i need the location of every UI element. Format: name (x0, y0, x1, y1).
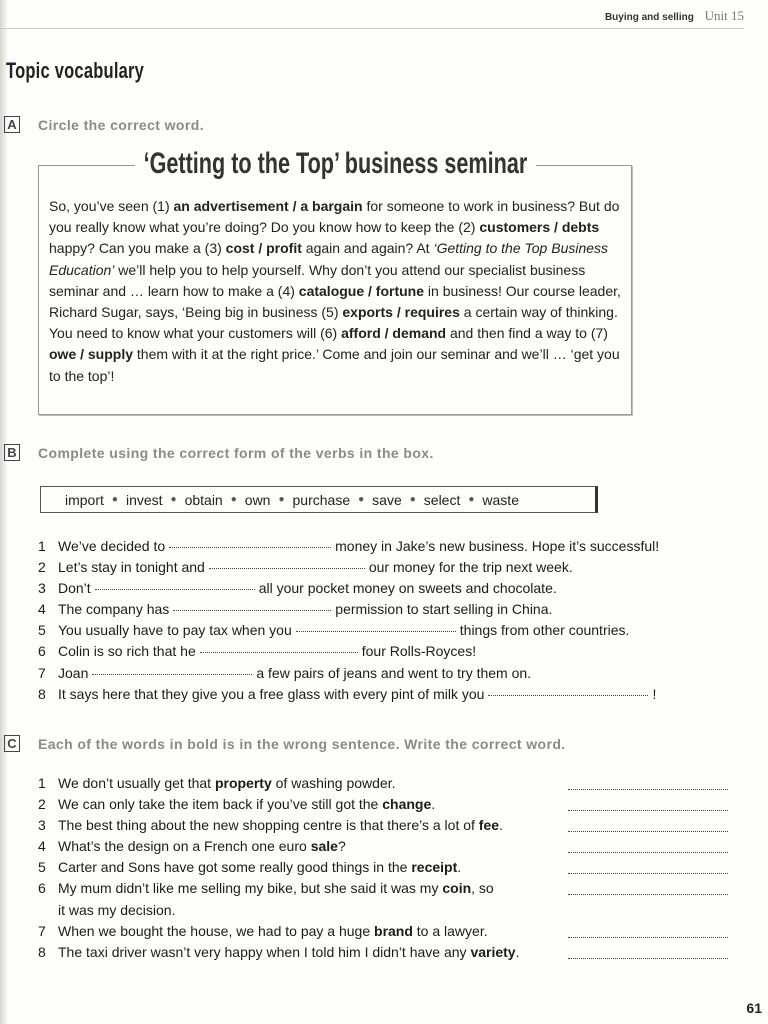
verb-option: waste (482, 491, 519, 508)
item-text-before: Joan (58, 664, 89, 681)
exercise-c-item (38, 836, 748, 857)
bullet-separator: ● (230, 494, 237, 505)
paragraph-text: So, you’ve seen (1) (49, 198, 174, 214)
exercise-b-item (38, 684, 738, 705)
item-text-after: ? (337, 838, 346, 855)
bold-word: change (382, 796, 432, 813)
paragraph-text: them with it at the right price.’ Come and join our seminar and we’ll … ‘get you to the top’! (49, 346, 620, 384)
bold-word: fee (478, 817, 500, 834)
answer-blank[interactable] (92, 663, 252, 675)
exercise-c-item (38, 878, 748, 920)
item-text-after: , so (471, 880, 494, 897)
bullet-separator: ● (409, 494, 416, 505)
answer-blank[interactable] (568, 839, 728, 853)
item-number: 1 (38, 538, 46, 554)
item-sentence (38, 942, 548, 963)
item-number: 1 (38, 775, 46, 791)
bullet-separator: ● (468, 494, 475, 505)
item-sentence (38, 773, 548, 794)
seminar-paragraph (49, 196, 621, 387)
item-text-before: The company has (58, 601, 170, 618)
exercise-b-item (38, 536, 738, 557)
item-text-before: We don’t usually get that (58, 775, 215, 791)
item-text-after: ! (652, 685, 657, 702)
answer-blank[interactable] (568, 924, 728, 938)
exercise-c-item (38, 857, 748, 878)
header-section: Buying and selling (604, 12, 694, 23)
running-header (605, 8, 744, 24)
item-text-after: . (515, 943, 520, 960)
paragraph-text: in business! Our course leader, Richard Sugar, says, ‘Being big in business (5) (49, 282, 621, 321)
answer-blank[interactable] (568, 797, 728, 811)
item-number: 6 (38, 643, 46, 660)
section-c-exercise-list (38, 773, 748, 963)
bold-word: coin (442, 880, 472, 897)
answer-blank[interactable] (169, 536, 331, 548)
paragraph-text: again and again? At (301, 240, 434, 257)
item-text-after: . (457, 859, 462, 876)
section-b-instruction: Complete using the correct form of the verbs in the box. (38, 444, 434, 461)
item-number: 5 (38, 859, 46, 876)
item-text-after: of washing powder. (271, 775, 396, 791)
item-text-after: our money for the trip next week. (368, 559, 573, 576)
item-number: 4 (38, 601, 46, 618)
section-a-heading (4, 116, 204, 133)
bullet-separator: ● (358, 494, 365, 505)
bold-word: property (214, 775, 272, 791)
item-text-continued: it was my decision. (58, 901, 176, 918)
verb-option: purchase (292, 491, 351, 508)
paragraph-text: happy? Can you make a (3) (49, 240, 226, 257)
section-a-letter: A (4, 116, 20, 133)
item-sentence (38, 921, 548, 942)
answer-choice[interactable]: an advertisement / a bargain (173, 198, 363, 214)
item-number: 2 (38, 559, 46, 576)
bold-word: sale (310, 838, 338, 855)
item-text-after: . (499, 817, 503, 834)
seminar-text-box (38, 147, 632, 415)
page-number: 61 (746, 1000, 762, 1016)
bold-word: variety (470, 943, 516, 960)
item-number: 3 (38, 817, 46, 834)
item-number: 3 (38, 580, 46, 597)
paragraph-text: ‘Getting to the Top Business Education’ (49, 240, 609, 278)
exercise-b-item (38, 599, 738, 620)
item-text-after: four Rolls-Royces! (361, 643, 477, 660)
verb-option: save (372, 491, 402, 508)
verb-option: obtain (184, 491, 223, 508)
item-text-before: You usually have to pay tax when you (58, 622, 292, 639)
exercise-c-item (38, 794, 748, 815)
item-text-after: a few pairs of jeans and went to try them on. (256, 664, 532, 681)
item-text-after: money in Jake’s new business. Hope it’s successful! (335, 538, 660, 554)
verb-option: own (244, 491, 271, 508)
item-sentence (38, 815, 548, 836)
item-text-before: It says here that they give you a free glass with every pint of milk you (58, 685, 485, 702)
exercise-c-item (38, 815, 748, 836)
bold-word: receipt (411, 859, 458, 876)
item-text-before: When we bought the house, we had to pay a huge (58, 922, 375, 939)
item-text-before: Colin is so rich that he (58, 643, 196, 660)
answer-blank[interactable] (200, 641, 358, 653)
item-number: 7 (38, 664, 46, 681)
item-text-after: to a lawyer. (412, 922, 488, 939)
answer-blank[interactable] (568, 818, 728, 832)
answer-blank[interactable] (568, 776, 728, 790)
item-text-after: . (431, 796, 436, 813)
item-text-before: We’ve decided to (58, 538, 166, 554)
item-text-before: Don’t (58, 580, 91, 597)
paragraph-text: a certain way of thinking. You need to know what your customers will (6) (49, 304, 618, 342)
item-sentence (38, 857, 548, 878)
item-text-before: Let’s stay in tonight and (58, 559, 205, 576)
item-number: 8 (38, 943, 46, 960)
bold-word: brand (374, 922, 413, 939)
item-sentence (38, 836, 548, 857)
item-number: 7 (38, 922, 46, 939)
section-c-instruction: Each of the words in bold is in the wrong sentence. Write the correct word. (38, 735, 566, 752)
section-a-instruction: Circle the correct word. (38, 116, 204, 133)
section-b-heading (4, 444, 434, 461)
paragraph-text: we’ll help you to help yourself. Why don’t you attend our specialist business seminar and … learn how to make a (4) (49, 261, 586, 299)
verb-option: select (423, 491, 461, 508)
item-text-before: What’s the design on a French one euro (58, 838, 311, 855)
seminar-title: ‘Getting to the Top’ business seminar (135, 147, 536, 181)
exercise-b-item (38, 578, 738, 599)
item-text-before: The taxi driver wasn’t very happy when I told him I didn’t have any (58, 943, 471, 960)
answer-choice[interactable]: exports / requires (342, 304, 460, 321)
item-number: 2 (38, 796, 46, 813)
exercise-b-item (38, 557, 738, 578)
exercise-b-item (38, 620, 738, 641)
item-sentence (38, 878, 548, 920)
verb-option: import (65, 491, 104, 508)
answer-blank[interactable] (296, 620, 456, 632)
item-text-after: permission to start selling in China. (335, 601, 553, 618)
item-number: 8 (38, 685, 46, 702)
exercise-c-item (38, 773, 748, 794)
answer-choice[interactable]: customers / debts (479, 219, 600, 236)
item-text-after: all your pocket money on sweets and chocolate. (258, 580, 557, 597)
bullet-separator: ● (111, 494, 118, 505)
item-number: 4 (38, 838, 46, 855)
answer-blank[interactable] (209, 557, 365, 569)
answer-blank[interactable] (95, 578, 255, 590)
answer-blank[interactable] (568, 860, 728, 874)
section-c-letter: C (4, 735, 20, 752)
item-text-before: The best thing about the new shopping centre is that there’s a lot of (58, 817, 479, 834)
answer-choice[interactable]: cost / profit (225, 240, 302, 257)
exercise-b-item (38, 663, 738, 684)
item-text-before: We can only take the item back if you’ve still got the (58, 796, 383, 813)
answer-blank[interactable] (568, 881, 728, 895)
exercise-b-item (38, 641, 738, 662)
section-b-letter: B (4, 444, 20, 461)
verb-box (40, 486, 598, 513)
answer-blank[interactable] (488, 684, 648, 696)
item-text-after: things from other countries. (459, 622, 630, 639)
item-text-before: Carter and Sons have got some really good things in the (58, 859, 412, 876)
paragraph-text: and then find a way to (7) (446, 325, 608, 342)
answer-choice[interactable]: owe / supply (49, 346, 134, 363)
item-text-before: My mum didn’t like me selling my bike, but she said it was my (58, 880, 443, 897)
header-unit: Unit 15 (704, 8, 744, 23)
item-sentence (38, 794, 548, 815)
answer-blank[interactable] (173, 599, 331, 611)
section-c-heading (4, 735, 566, 752)
header-rule (0, 28, 744, 29)
page-gutter-shadow (0, 0, 8, 1024)
answer-choice[interactable]: afford / demand (341, 325, 447, 342)
item-number: 5 (38, 622, 46, 639)
verb-option: invest (125, 491, 163, 508)
section-b-exercise-list (38, 536, 738, 705)
exercise-c-item (38, 942, 748, 963)
page-title: Topic vocabulary (6, 58, 145, 83)
paragraph-text: for someone to work in business? But do you really know what you’re doing? Do you know how to keep the (2) (49, 198, 620, 236)
bullet-separator: ● (170, 494, 177, 505)
item-number: 6 (38, 880, 46, 897)
bullet-separator: ● (278, 494, 285, 505)
answer-blank[interactable] (568, 945, 728, 959)
exercise-c-item (38, 921, 748, 942)
answer-choice[interactable]: catalogue / fortune (298, 282, 425, 299)
